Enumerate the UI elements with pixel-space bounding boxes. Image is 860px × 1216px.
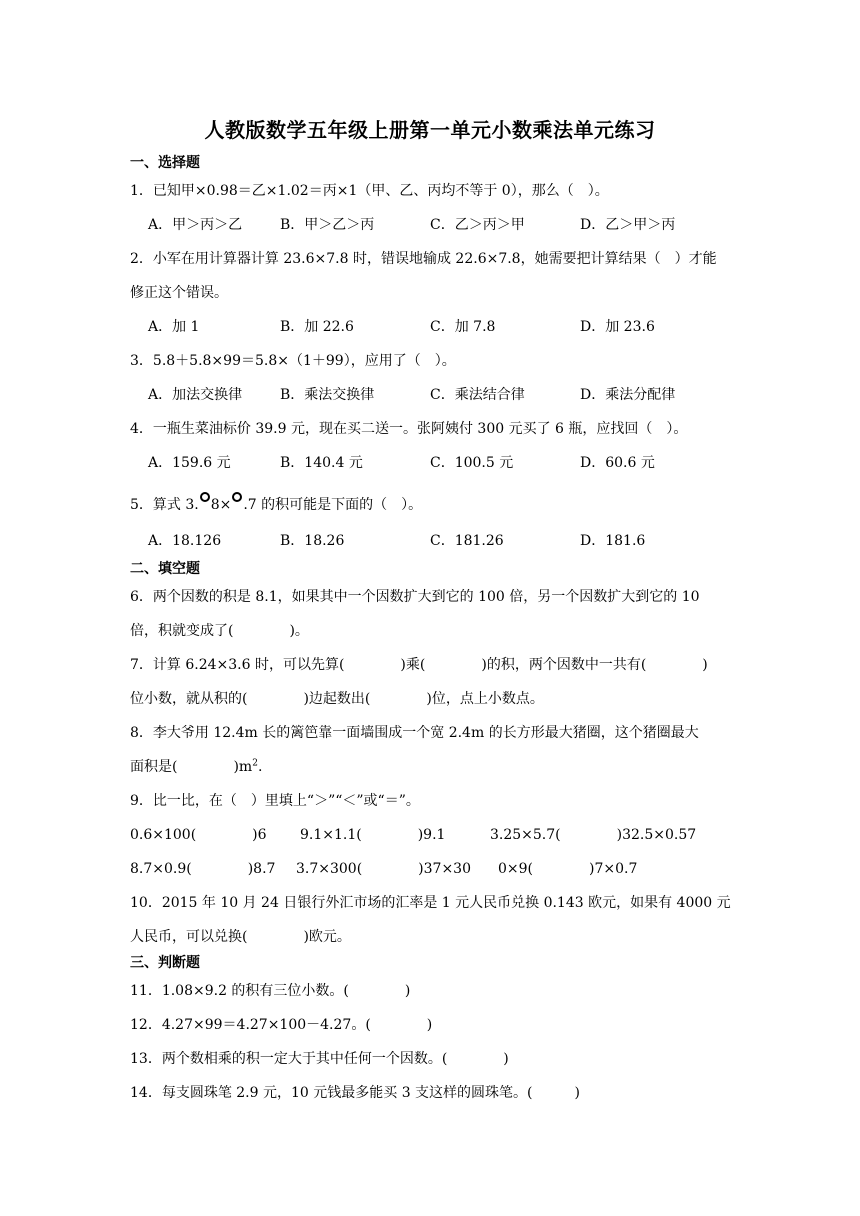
section-heading-choice: 一、选择题 — [130, 155, 200, 171]
question-10-line-2: 人民币，可以兑换( )欧元。 — [130, 929, 351, 945]
option-c: C．加 7.8 — [430, 319, 496, 335]
compare-item: 0.6×100( )6 — [130, 827, 267, 843]
question-6-line-2: 倍，积就变成了( )。 — [130, 623, 309, 639]
question-11: 11．1.08×9.2 的积有三位小数。( ) — [130, 983, 411, 999]
option-c: C．100.5 元 — [430, 455, 514, 471]
compare-item: 0×9( )7×0.7 — [498, 861, 638, 877]
question-14: 14．每支圆珠笔 2.9 元，10 元钱最多能买 3 支这样的圆珠笔。( ) — [130, 1085, 580, 1101]
option-a: A．18.126 — [148, 533, 222, 549]
option-c: C．乙＞丙＞甲 — [430, 217, 525, 233]
question-9: 9．比一比，在（ ）里填上“＞”“＜”或“＝”。 — [130, 793, 420, 809]
compare-item: 9.1×1.1( )9.1 — [300, 827, 446, 843]
option-a: A．加法交换律 — [148, 387, 243, 403]
question-8-text: 面积是( )m — [130, 759, 253, 775]
option-b: B．甲＞乙＞丙 — [280, 217, 375, 233]
option-a: A．甲＞丙＞乙 — [148, 217, 243, 233]
question-7-line-2: 位小数，就从积的( )边起数出( )位，点上小数点。 — [130, 691, 544, 707]
question-5-prefix: 5．算式 3. — [130, 497, 199, 513]
option-b: B．140.4 元 — [280, 455, 363, 471]
option-b: B．加 22.6 — [280, 319, 354, 335]
superscript: 2 — [252, 758, 258, 769]
question-2-line-1: 2．小军在用计算器计算 23.6×7.8 时，错误地输成 22.6×7.8，她需要把计算结果（ ）才能 — [130, 251, 717, 267]
option-d: D．乙＞甲＞丙 — [580, 217, 676, 233]
option-c: C．181.26 — [430, 533, 504, 549]
option-a: A．加 1 — [148, 319, 200, 335]
question-13: 13．两个数相乘的积一定大于其中任何一个因数。( ) — [130, 1051, 509, 1067]
question-4: 4．一瓶生菜油标价 39.9 元，现在买二送一。张阿姨付 300 元买了 6 瓶，应找回（ ）。 — [130, 421, 688, 437]
question-10-line-1: 10．2015 年 10 月 24 日银行外汇市场的汇率是 1 元人民币兑换 0.143 欧元，如果有 4000 元 — [130, 895, 731, 911]
question-5 — [130, 492, 732, 514]
question-5-end: .7 的积可能是下面的（ ）。 — [243, 497, 423, 513]
section-heading-judge: 三、判断题 — [130, 955, 200, 971]
option-d: D．181.6 — [580, 533, 646, 549]
blank-digit-icon — [232, 492, 242, 502]
question-1: 1．已知甲×0.98＝乙×1.02＝丙×1（甲、乙、丙均不等于 0），那么（ ）。 — [130, 183, 609, 199]
question-12: 12．4.27×99＝4.27×100－4.27。( ) — [130, 1017, 433, 1033]
question-3: 3．5.8＋5.8×99＝5.8×（1＋99），应用了（ ）。 — [130, 353, 456, 369]
question-6-line-1: 6．两个因数的积是 8.1，如果其中一个因数扩大到它的 100 倍，另一个因数扩大到它的 10 — [130, 589, 700, 605]
option-d: D．乘法分配律 — [580, 387, 676, 403]
option-a: A．159.6 元 — [148, 455, 231, 471]
option-b: B．乘法交换律 — [280, 387, 375, 403]
page-title: 人教版数学五年级上册第一单元小数乘法单元练习 — [204, 118, 656, 142]
option-d: D．60.6 元 — [580, 455, 655, 471]
question-7-line-1: 7．计算 6.24×3.6 时，可以先算( )乘( )的积，两个因数中一共有( ) — [130, 657, 708, 673]
question-8-line-2 — [130, 756, 732, 776]
section-heading-fill: 二、填空题 — [130, 561, 200, 577]
option-d: D．加 23.6 — [580, 319, 655, 335]
question-8-end: . — [257, 759, 263, 775]
option-c: C．乘法结合律 — [430, 387, 525, 403]
option-b: B．18.26 — [280, 533, 345, 549]
blank-digit-icon — [200, 492, 210, 502]
question-5-mid: 8× — [210, 497, 232, 513]
compare-item: 3.25×5.7( )32.5×0.57 — [490, 827, 697, 843]
compare-item: 3.7×300( )37×30 — [296, 861, 471, 877]
question-8-line-1: 8．李大爷用 12.4m 长的篱笆靠一面墙围成一个宽 2.4m 的长方形最大猪圈，这个猪圈最大 — [130, 725, 699, 741]
compare-item: 8.7×0.9( )8.7 — [130, 861, 276, 877]
question-2-line-2: 修正这个错误。 — [130, 285, 228, 301]
